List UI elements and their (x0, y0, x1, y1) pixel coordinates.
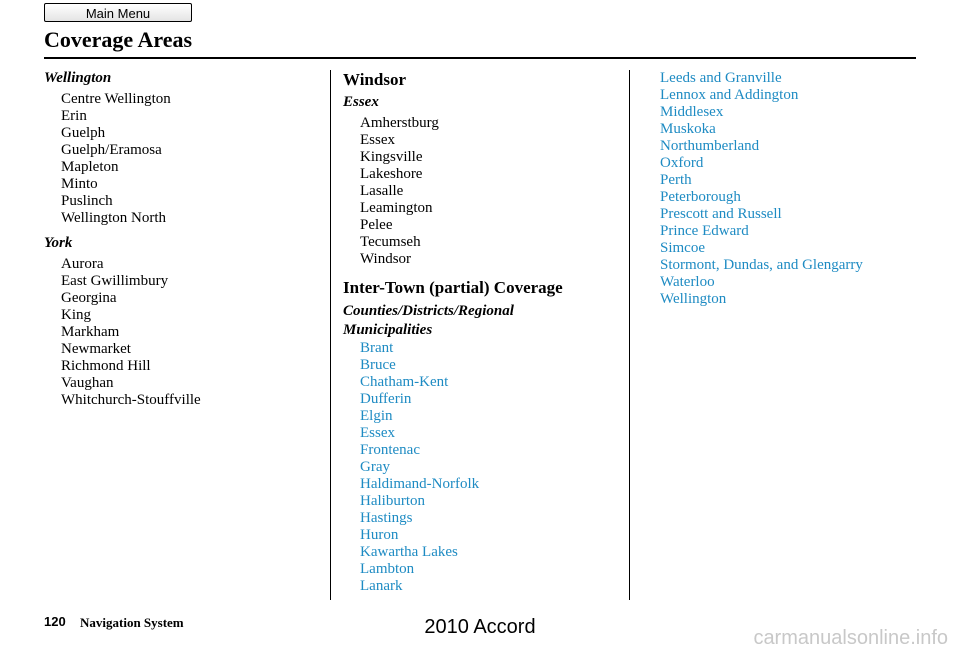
intertown-link[interactable]: Wellington (660, 291, 727, 307)
intertown-link[interactable]: Lanark (360, 578, 403, 594)
intertown-heading: Inter-Town (partial) Coverage (343, 278, 563, 297)
york-list-item: Georgina (61, 290, 117, 306)
wellington-list-item: Guelph/Eramosa (61, 142, 162, 158)
windsor-heading: Windsor (343, 70, 406, 89)
intertown-link[interactable]: Chatham-Kent (360, 374, 449, 390)
wellington-list (61, 91, 324, 227)
model-watermark: 2010 Accord (424, 616, 536, 638)
intertown-link[interactable]: Stormont, Dundas, and Glengarry (660, 257, 863, 273)
site-watermark: carmanualsonline.info (753, 627, 948, 649)
intertown-link[interactable]: Prescott and Russell (660, 206, 782, 222)
intertown-list (360, 340, 625, 595)
york-list-item: Aurora (61, 256, 104, 272)
title-divider (44, 57, 916, 59)
wellington-list-item: Mapleton (61, 159, 119, 175)
intertown-link[interactable]: Bruce (360, 357, 396, 373)
essex-list-item: Essex (360, 132, 395, 148)
wellington-list-item: Guelph (61, 125, 106, 141)
column-2 (343, 70, 625, 595)
wellington-list-item: Puslinch (61, 193, 113, 209)
intertown-link[interactable]: Simcoe (660, 240, 705, 256)
york-list-item: East Gwillimbury (61, 273, 169, 289)
column-1 (44, 70, 324, 409)
essex-list-item: Pelee (360, 217, 393, 233)
essex-list-item: Amherstburg (360, 115, 439, 131)
york-list (61, 256, 324, 409)
intertown-link[interactable]: Gray (360, 459, 390, 475)
intertown-link[interactable]: Haldimand-Norfolk (360, 476, 480, 492)
essex-list-item: Lakeshore (360, 166, 423, 182)
york-list-item: Whitchurch-Stouffville (61, 392, 201, 408)
intertown-link[interactable]: Brant (360, 340, 394, 356)
intertown-link[interactable]: Perth (660, 172, 692, 188)
wellington-list-item: Minto (61, 176, 98, 192)
region-essex-title: Essex (343, 94, 379, 110)
intertown-link[interactable]: Middlesex (660, 104, 724, 120)
intertown-subheading-line2: Municipalities (343, 322, 433, 338)
intertown-link[interactable]: Kawartha Lakes (360, 544, 458, 560)
wellington-list-item: Erin (61, 108, 87, 124)
intertown-link[interactable]: Lambton (360, 561, 415, 577)
intertown-link[interactable]: Muskoka (660, 121, 716, 137)
column-3 (643, 70, 923, 308)
region-york-title: York (44, 235, 73, 251)
york-list-item: Richmond Hill (61, 358, 151, 374)
essex-list-item: Lasalle (360, 183, 404, 199)
main-menu-button[interactable]: Main Menu (44, 3, 192, 22)
intertown-link[interactable]: Lennox and Addington (660, 87, 799, 103)
york-list-item: Vaughan (61, 375, 114, 391)
essex-list-item: Kingsville (360, 149, 423, 165)
york-list-item: Newmarket (61, 341, 131, 357)
york-list-item: Markham (61, 324, 120, 340)
page-number: 120 (44, 614, 66, 629)
page-title: Coverage Areas (44, 27, 193, 52)
intertown-link[interactable]: Huron (360, 527, 399, 543)
intertown-link[interactable]: Prince Edward (660, 223, 749, 239)
intertown-link[interactable]: Haliburton (360, 493, 425, 509)
intertown-list-continued (660, 70, 923, 308)
column-divider-2 (629, 70, 630, 600)
intertown-link[interactable]: Oxford (660, 155, 704, 171)
footer-section-title: Navigation System (80, 615, 184, 630)
essex-list-item: Leamington (360, 200, 433, 216)
essex-list-item: Tecumseh (360, 234, 421, 250)
intertown-link[interactable]: Frontenac (360, 442, 420, 458)
intertown-link[interactable]: Waterloo (660, 274, 715, 290)
intertown-link[interactable]: Essex (360, 425, 395, 441)
intertown-link[interactable]: Dufferin (360, 391, 412, 407)
intertown-link[interactable]: Peterborough (660, 189, 741, 205)
intertown-subheading-line1: Counties/Districts/Regional (343, 303, 514, 319)
wellington-list-item: Centre Wellington (61, 91, 171, 107)
region-wellington-title: Wellington (44, 70, 112, 86)
wellington-list-item: Wellington North (61, 210, 167, 226)
york-list-item: King (61, 307, 91, 323)
column-divider-1 (330, 70, 331, 600)
essex-list-item: Windsor (360, 251, 412, 267)
intertown-link[interactable]: Leeds and Granville (660, 70, 782, 86)
essex-list (360, 115, 625, 268)
intertown-link[interactable]: Northumberland (660, 138, 760, 154)
intertown-link[interactable]: Elgin (360, 408, 393, 424)
intertown-link[interactable]: Hastings (360, 510, 413, 526)
